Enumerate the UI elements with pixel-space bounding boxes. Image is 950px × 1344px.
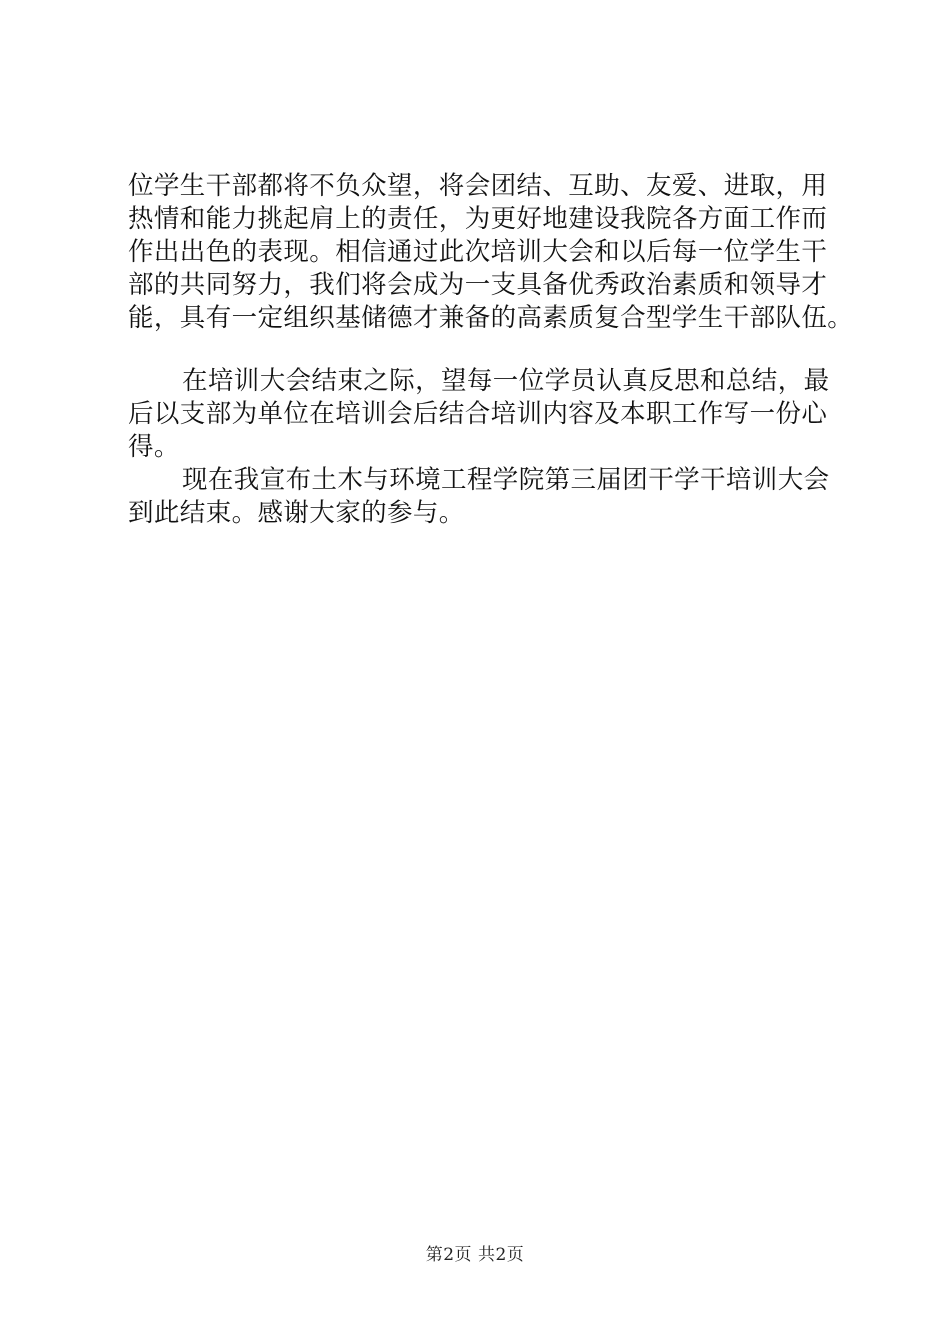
text-line: 在培训大会结束之际，望每一位学员认真反思和总结，最 — [182, 366, 830, 396]
text-line: 现在我宣布土木与环境工程学院第三届团干学干培训大会 — [182, 465, 830, 495]
document-body — [128, 170, 854, 530]
text-line: 位学生干部都将不负众望，将会团结、互助、友爱、进取，用 — [128, 171, 828, 201]
text-line: 后以支部为单位在培训会后结合培训内容及本职工作写一份心 — [128, 399, 828, 429]
paragraph-reflection-request — [128, 365, 828, 464]
text-line: 热情和能力挑起肩上的责任，为更好地建设我院各方面工作而 — [128, 204, 828, 234]
paragraph-closing-hopes — [128, 170, 854, 335]
text-line: 得。 — [128, 432, 180, 462]
text-line: 作出出色的表现。相信通过此次培训大会和以后每一位学生干 — [128, 237, 828, 267]
paragraph-closing-announcement — [128, 464, 828, 530]
text-line: 到此结束。感谢大家的参与。 — [128, 498, 465, 528]
page-number-footer: 第2页 共2页 — [425, 1245, 525, 1265]
text-line: 部的共同努力，我们将会成为一支具备优秀政治素质和领导才 — [128, 270, 828, 300]
text-line: 能，具有一定组织基储德才兼备的高素质复合型学生干部队伍。 — [128, 303, 854, 333]
